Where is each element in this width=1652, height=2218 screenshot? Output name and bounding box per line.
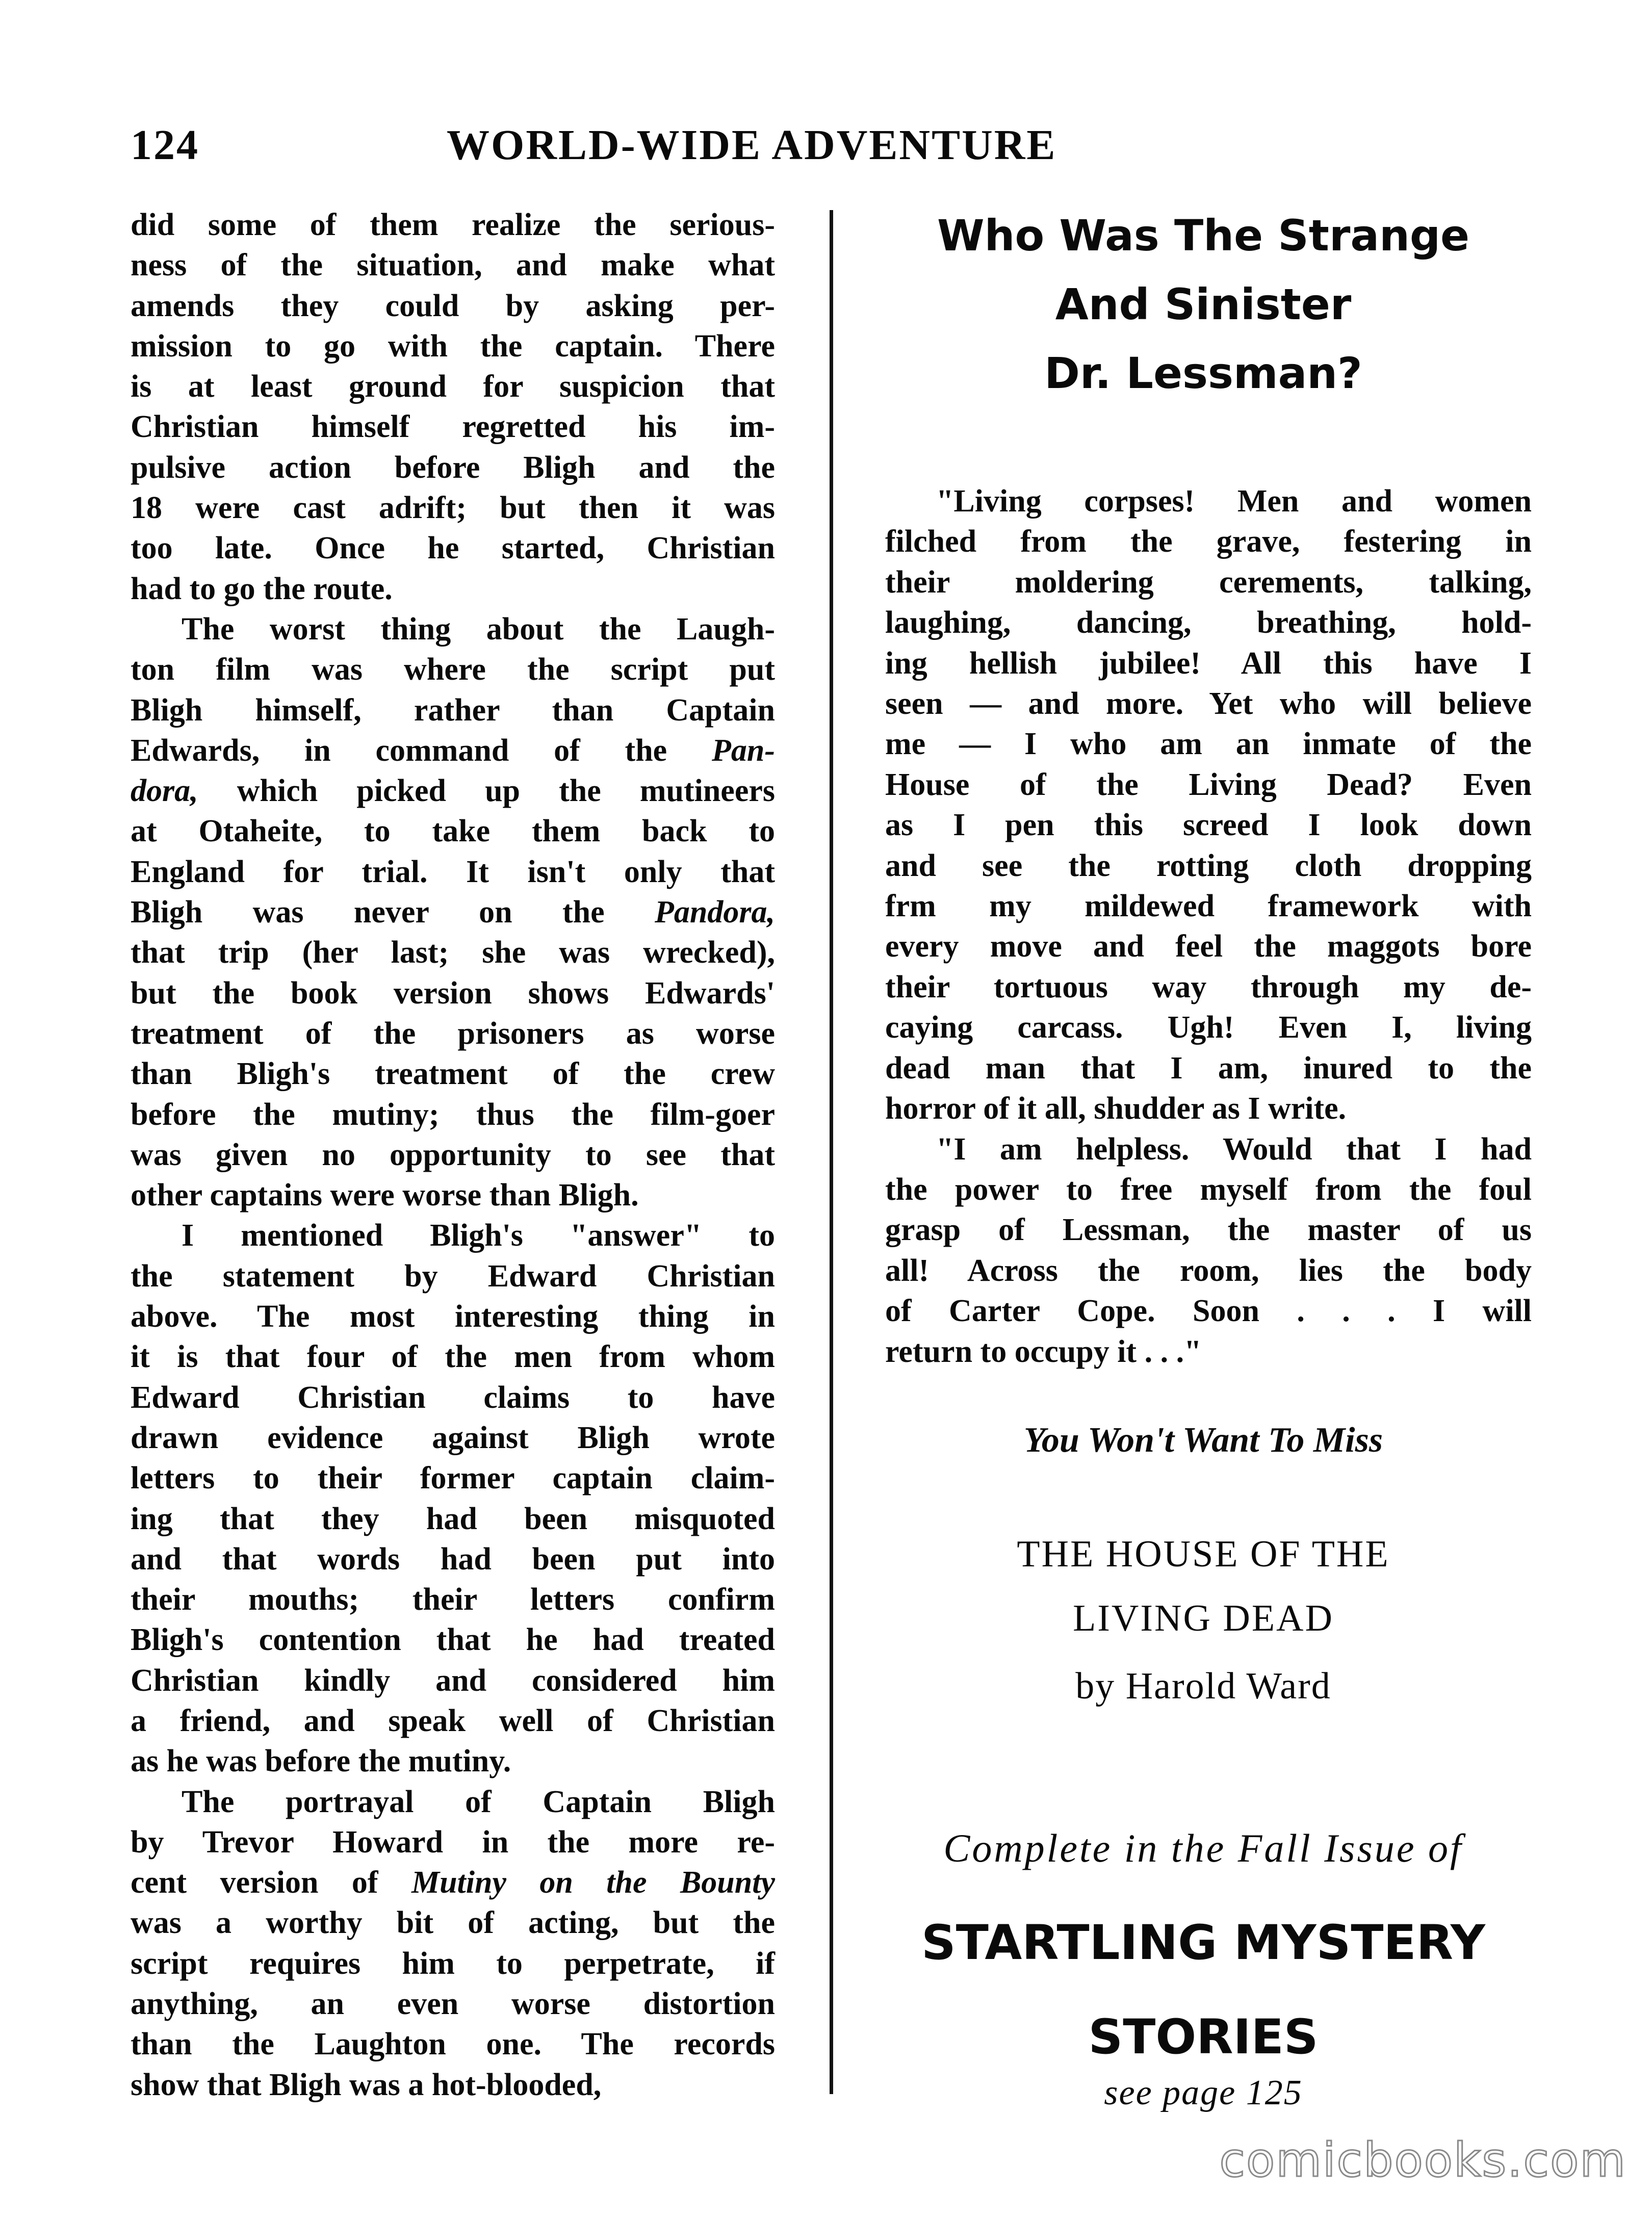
ad-headline [867, 201, 1540, 408]
text-line: dead man that I am, inured to the [885, 1050, 1532, 1086]
ad-quote [885, 481, 1532, 1372]
text-line: The worst thing about the Laugh- [182, 611, 775, 647]
text-line: but the book version shows Edwards' [131, 975, 775, 1011]
text-line: is at least ground for suspicion that [131, 369, 775, 404]
text-line: was given no opportunity to see that [131, 1137, 775, 1172]
magazine-title-line: STARTLING MYSTERY [921, 1915, 1485, 1971]
story-title [867, 1522, 1540, 1650]
text-line [131, 771, 775, 811]
article-column [131, 205, 775, 2105]
text-line: "I am helpless. Would that I had [936, 1131, 1532, 1167]
text-line: ing that they had been misquoted [131, 1501, 775, 1536]
text-segment: cent version of [131, 1865, 411, 1900]
text-line: seen — and more. Yet who will believe [885, 686, 1532, 721]
text-line: treatment of the prisoners as worse [131, 1016, 775, 1051]
watermark: comicbooks.com [1219, 2133, 1627, 2187]
text-line: ton film was where the script put [131, 652, 775, 687]
text-line: and see the rotting cloth dropping [885, 848, 1532, 883]
running-head [131, 120, 1497, 176]
text-line: ing hellish jubilee! All this have I [885, 646, 1532, 681]
text-line: their mouths; their letters confirm [131, 1582, 775, 1617]
text-line: "Living corpses! Men and women [936, 484, 1532, 519]
text-line [131, 731, 775, 771]
magazine-title-line: STORIES [1088, 2009, 1319, 2065]
magazine-title [867, 1896, 1540, 2084]
quote-paragraph-1 [885, 481, 1532, 1129]
story-title-line: LIVING DEAD [1073, 1597, 1334, 1639]
page-number: 124 [131, 121, 199, 169]
text-line: pulsive action before Bligh and the [131, 450, 775, 485]
text-line: of Carter Cope. Soon . . . I will [885, 1294, 1532, 1329]
article-paragraph-2 [131, 609, 775, 1216]
text-line: England for trial. It isn't only that [131, 854, 775, 889]
text-line: Bligh himself, rather than Captain [131, 692, 775, 728]
text-segment: which picked up the mutineers [198, 773, 775, 809]
see-page-reference: see page 125 [1104, 2073, 1303, 2112]
text-line: House of the Living Dead? Even [885, 767, 1532, 802]
text-line: Edward Christian claims to have [131, 1380, 775, 1415]
text-line: anything, an even worse distortion [131, 1987, 775, 2022]
text-line: me — I who am an inmate of the [885, 727, 1532, 762]
text-line: too late. Once he started, Christian [131, 531, 775, 566]
text-line [131, 892, 775, 933]
headline-line: Who Was The Strange [937, 211, 1469, 261]
text-line: grasp of Lessman, the master of us [885, 1213, 1532, 1248]
ad-tagline: You Won't Want To Miss [1023, 1421, 1383, 1460]
text-segment: Bligh was never on the [131, 895, 655, 930]
article-paragraph-4 [131, 1782, 775, 2105]
text-line: amends they could by asking per- [131, 288, 775, 323]
text-line: was a worthy bit of acting, but the [131, 1905, 775, 1941]
text-line: I mentioned Bligh's "answer" to [182, 1218, 775, 1253]
text-line: by Trevor Howard in the more re- [131, 1824, 775, 1860]
text-line: the power to free myself from the foul [885, 1172, 1532, 1207]
text-line: The portrayal of Captain Bligh [182, 1784, 775, 1819]
film-title-italic: Mutiny on the Bounty [411, 1865, 776, 1900]
article-paragraph-1 [131, 205, 775, 609]
text-line: drawn evidence against Bligh wrote [131, 1420, 775, 1455]
headline-line: And Sinister [1055, 279, 1352, 329]
text-line: than Bligh's treatment of the crew [131, 1056, 775, 1092]
ship-name-italic: dora, [131, 773, 198, 809]
text-line: than the Laughton one. The records [131, 2027, 775, 2062]
ship-name-italic: Pan- [712, 733, 775, 768]
text-line: it is that four of the men from whom [131, 1339, 775, 1375]
text-line [131, 1863, 775, 1903]
text-line: had to go the route. [131, 571, 393, 606]
text-line: Christian kindly and considered him [131, 1663, 775, 1698]
text-line: laughing, dancing, breathing, hold- [885, 605, 1532, 640]
text-line: mission to go with the captain. There [131, 328, 775, 364]
text-line: ness of the situation, and make what [131, 248, 775, 283]
text-line: the statement by Edward Christian [131, 1258, 775, 1294]
text-line: did some of them realize the serious- [131, 208, 775, 242]
headline-line: Dr. Lessman? [1044, 348, 1362, 398]
text-line: frm my mildewed framework with [885, 889, 1532, 924]
text-line: show that Bligh was a hot-blooded, [131, 2067, 602, 2102]
text-line: horror of it all, shudder as I write. [885, 1091, 1347, 1126]
story-title-line: THE HOUSE OF THE [1017, 1533, 1390, 1575]
text-line: Bligh's contention that he had treated [131, 1622, 775, 1658]
text-line: script requires him to perpetrate, if [131, 1946, 775, 1981]
running-title: WORLD-WIDE ADVENTURE [447, 121, 1057, 169]
text-line: that trip (her last; she was wrecked), [131, 935, 775, 970]
text-line: 18 were cast adrift; but then it was [131, 491, 775, 526]
text-line: their tortuous way through my de- [885, 969, 1532, 1004]
text-line: before the mutiny; thus the film-goer [131, 1097, 775, 1132]
text-segment: Edwards, in command of the [131, 733, 712, 768]
ship-name-italic: Pandora, [655, 895, 775, 930]
text-line: and that words had been put into [131, 1541, 775, 1577]
issue-line: Complete in the Fall Issue of [943, 1826, 1463, 1870]
text-line: caying carcass. Ugh! Even I, living [885, 1010, 1532, 1045]
text-line: at Otaheite, to take them back to [131, 814, 775, 849]
text-line: filched from the grave, festering in [885, 524, 1532, 559]
text-line: their moldering cerements, talking, [885, 564, 1532, 600]
text-line: all! Across the room, lies the body [885, 1253, 1532, 1288]
text-line: as I pen this screed I look down [885, 808, 1532, 843]
text-line: Christian himself regretted his im- [131, 409, 775, 445]
column-divider [830, 210, 833, 2094]
text-line: every move and feel the maggots bore [885, 929, 1532, 964]
text-line: other captains were worse than Bligh. [131, 1178, 639, 1213]
text-line: above. The most interesting thing in [131, 1299, 775, 1334]
article-paragraph-3 [131, 1216, 775, 1782]
story-byline: by Harold Ward [1075, 1665, 1331, 1707]
text-line: return to occupy it . . ." [885, 1334, 1202, 1369]
text-line: a friend, and speak well of Christian [131, 1703, 775, 1738]
text-line: as he was before the mutiny. [131, 1744, 511, 1779]
quote-paragraph-2 [885, 1129, 1532, 1372]
text-line: letters to their former captain claim- [131, 1461, 775, 1496]
